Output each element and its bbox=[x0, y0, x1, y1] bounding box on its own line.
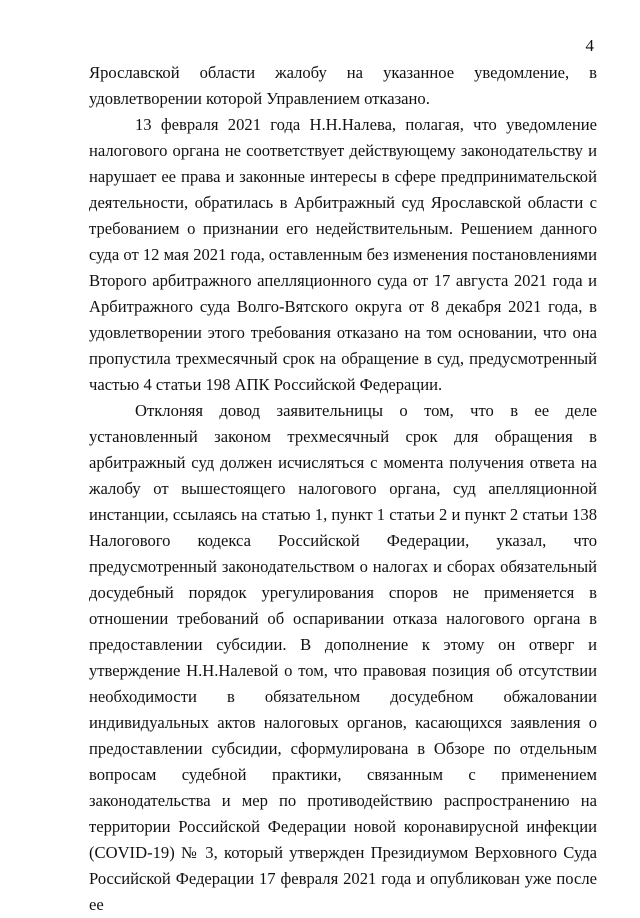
paragraph-3: Отклоняя довод заявительницы о том, что в ее деле установленный законом трехмесячный срок для обращения в арбитражный суд должен исчисляться с момента получения ответа на жалобу от вышестоящего налогового органа, суд апелляционной инстанции, ссылаясь на статью 1, пункт 1 статьи 2 и пункт 2 статьи 138 Налогового кодекса Российской Федерации, указал, что предусмотренный законодательством о налогах и сборах обязательный досудебный порядок урегулирования споров не применяется в отношении требований об оспаривании отказа налогового органа в предоставлении субсидии. В дополнение к этому он отверг и утверждение Н.Н.Налевой о том, что правовая позиция об отсутствии необходимости в обязательном досудебном обжаловании индивидуальных актов налоговых органов, касающихся заявления о предоставлении субсидии, сформулирована в Обзоре по отдельным вопросам судебной практики, связанным с применением законодательства и мер по противодействию распространению на территории Российской Федерации новой коронавирусной инфекции (COVID-19) № 3, который утвержден Президиумом Верховного Суда Российской Федерации 17 февраля 2021 года и опубликован уже после ее bbox=[89, 401, 597, 914]
document-body bbox=[89, 60, 597, 918]
paragraph-1: Ярославской области жалобу на указанное уведомление, в удовлетворении которой Управлением отказано. bbox=[89, 63, 597, 108]
page-number: 4 bbox=[585, 36, 594, 55]
paragraph-2: 13 февраля 2021 года Н.Н.Налева, полагая, что уведомление налогового органа не соответствует действующему законодательству и нарушает ее права и законные интересы в сфере предпринимательской деятельности, обратилась в Арбитражный суд Ярославской области с требованием о признании его недействительным. Решением данного суда от 12 мая 2021 года, оставленным без изменения постановлениями Второго арбитражного апелляционного суда от 17 августа 2021 года и Арбитражного суда Волго-Вятского округа от 8 декабря 2021 года, в удовлетворении этого требования отказано на том основании, что она пропустила трехмесячный срок на обращение в суд, предусмотренный частью 4 статьи 198 АПК Российской Федерации. bbox=[89, 115, 597, 394]
